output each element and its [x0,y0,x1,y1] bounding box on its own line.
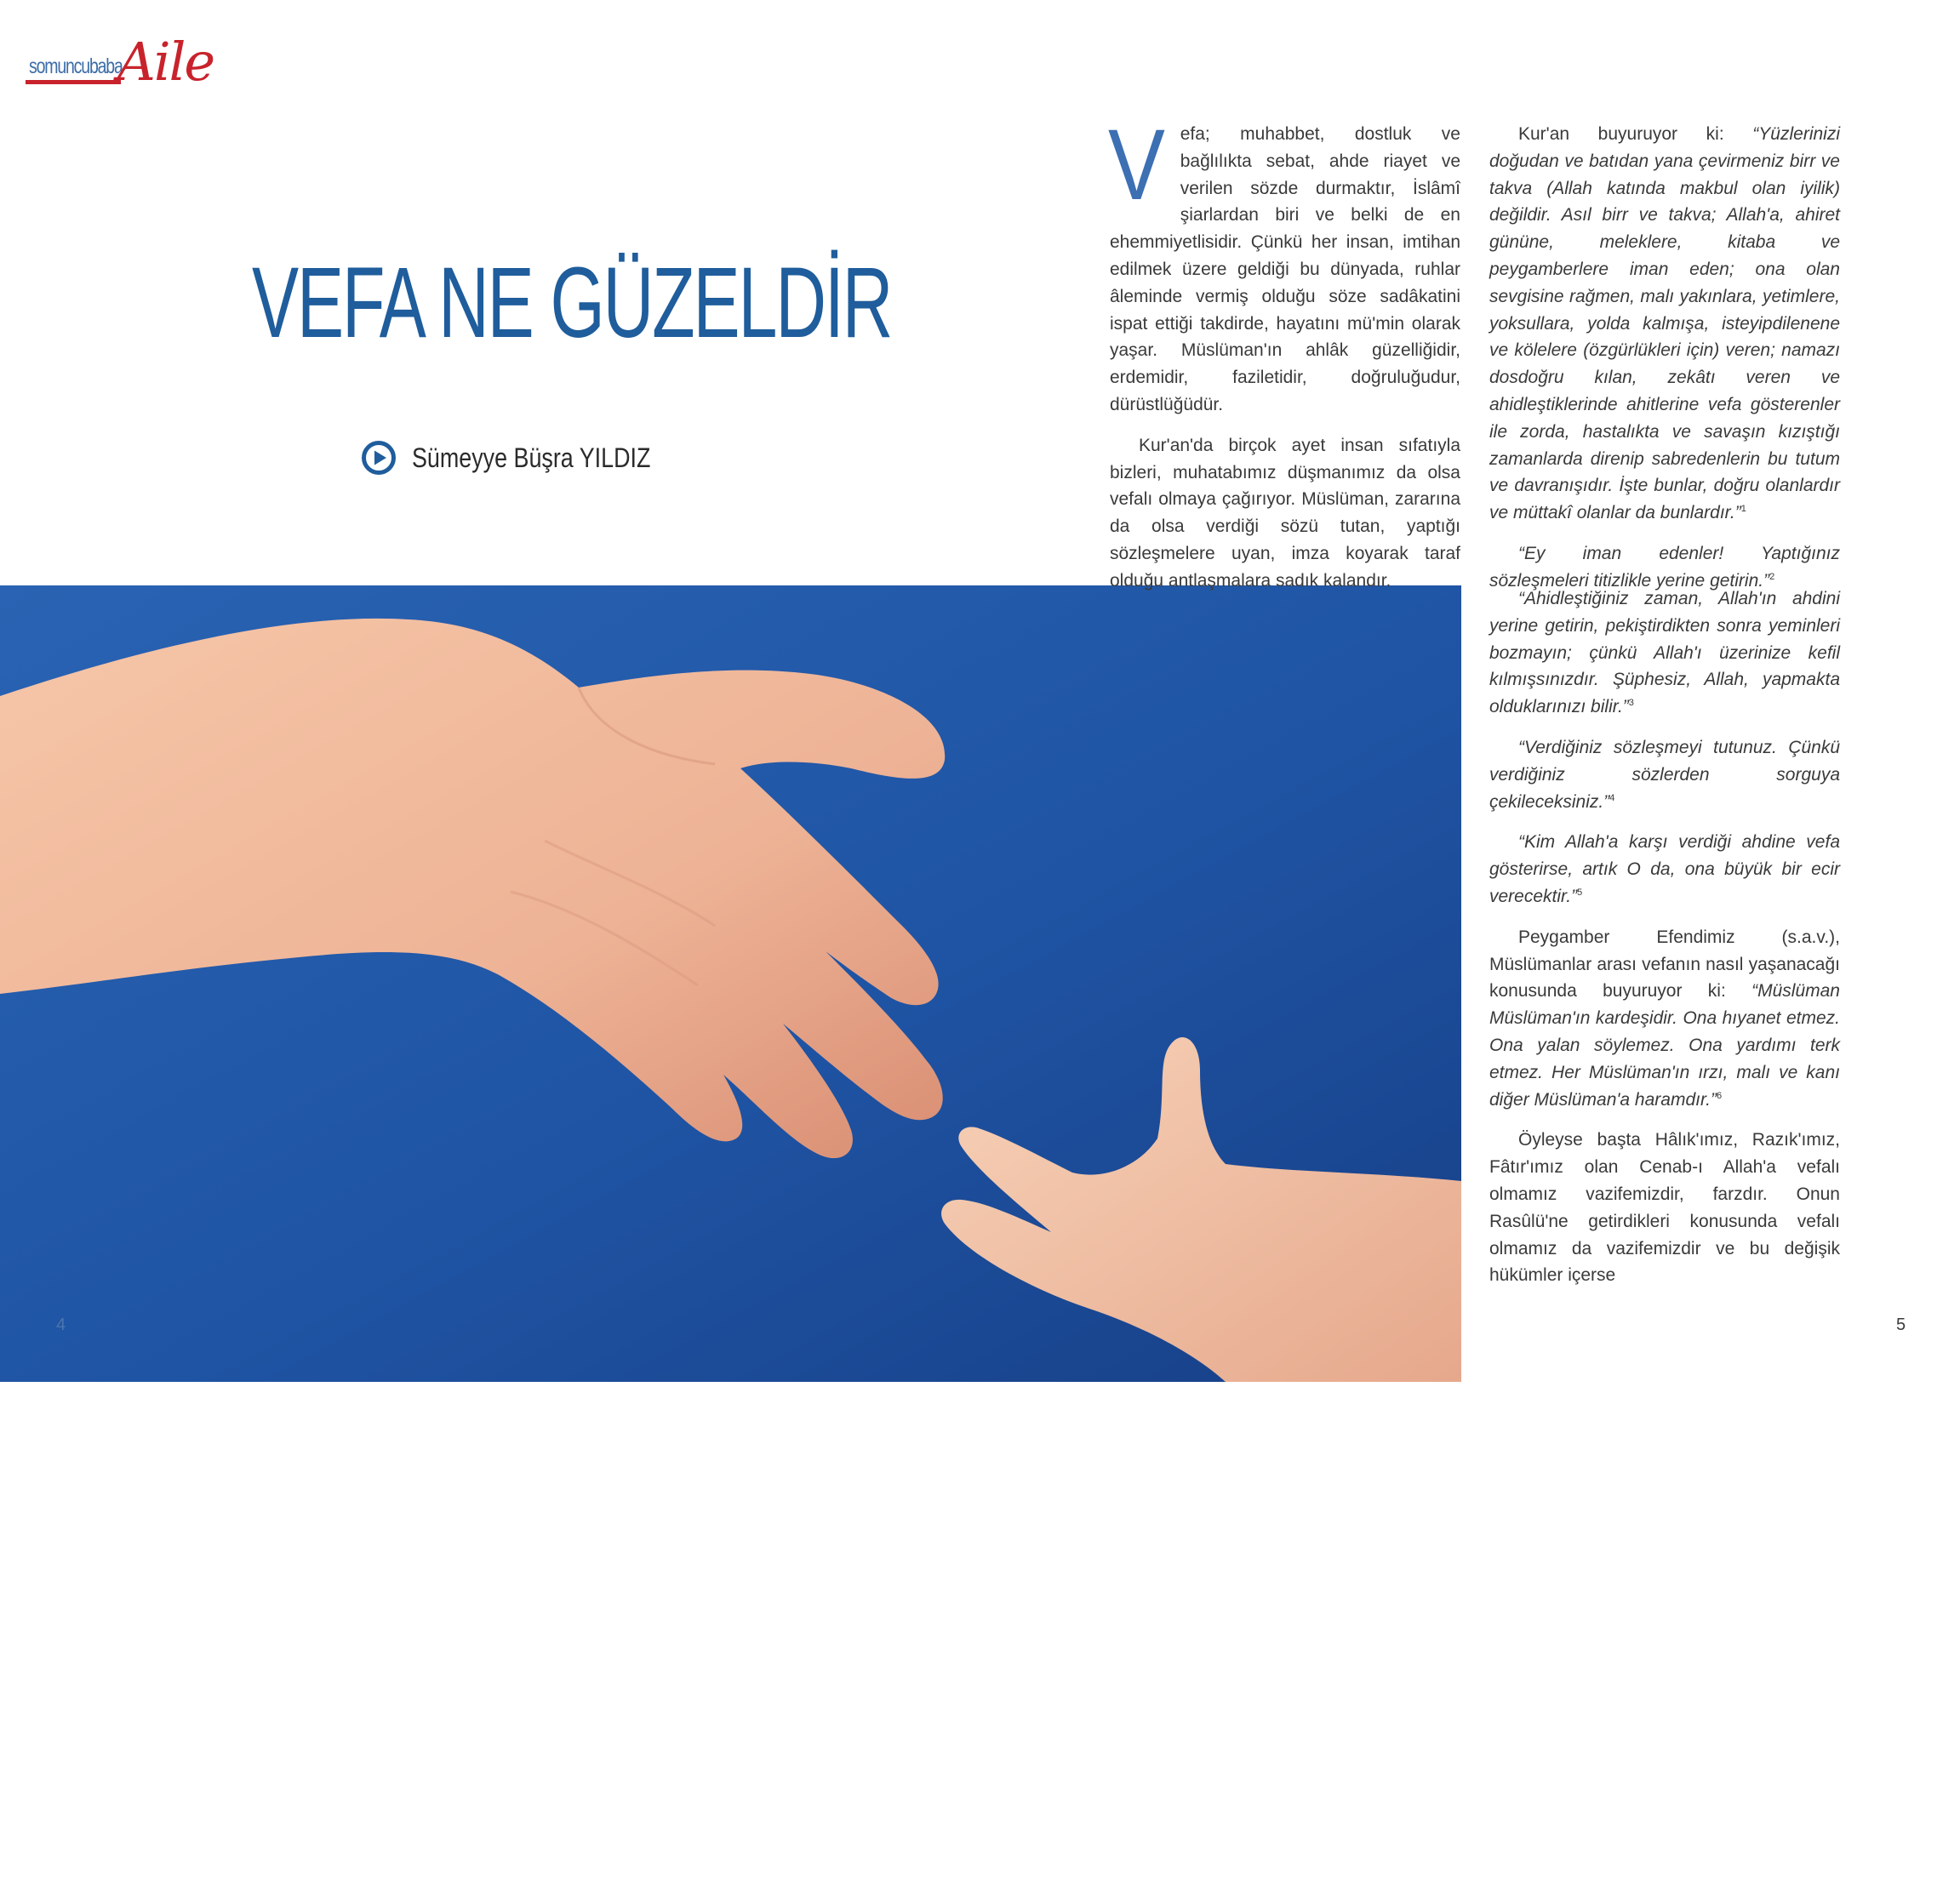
paragraph: “Ey iman edenler! Yaptığınız sözleşmeleri titizlikle yerine getirin.”$^2$ [1489,543,1840,591]
magazine-logo [26,29,221,97]
logo-rule [26,80,121,84]
paragraph: “Verdiğiniz sözleşmeyi tutunuz. Çünkü verdiğiniz sözlerden sorguya çekileceksiniz.”$^4$ [1489,737,1840,812]
article-title: VEFA NE GÜZELDİR [252,247,892,359]
paragraph: “Kim Allah'a karşı verdiği ahdine vefa gösterirse, artık O da, ona büyük bir ecir verecektir.”$^5$ [1489,832,1840,906]
pull-quote: “Tehlike anında, elimizde bir imkân varsa, Müslüman kardeşimizi tehlikeyle baş başa bırakıp gidilmez. Ona yardım etmemiz gerekir. Vefa budur. Akrabalarımızı arayıp sormak, gerekirse yardımcı olmak, dertleriyle ilgilenmek onlara olan vefamızın gereğidir. Kur'an buna sıla-i rahim diyor ve önemli bir görev olarak üzerimize yüklüyor.” [126,1517,454,1886]
page-number-left: 4 [56,1315,66,1334]
paragraph: Kur'an buyuruyor ki: “Yüzlerinizi doğudan ve batıdan yana çevirmeniz birr ve takva (Allah katında makbul olan iyilik) değildir. Asıl birr ve takva; Allah'a, ahiret gününe, meleklere, kitaba ve peygamberlere iman eden; ona olan sevgisine rağmen, malı yakınlara, yetimlere, yoksullara, yolda kalmışa, isteyipdilenene ve kölelere (özgürlükleri için) veren; namazı dosdoğru kılan, zekâtı veren ve ahidleştiklerinde ahitlerine vefa gösterenler ile zorda, hastalıkta ve savaşın kızıştığı zamanlarda direnip sabredenlerin bu tutum ve davranışıdır. İşte bunlar, doğru olanlardır ve müttakî olanlar da bunlardır.”$^1$ [1489,124,1840,523]
paragraph: Peygamber Efendimiz (s.a.v.), Müslümanlar arası vefanın nasıl yaşanacağı konusunda buyuruyor ki: “Müslüman Müslüman'ın kardeşidir. Ona hıyanet etmez. Ona yalan söylemez. Ona yardımı terk etmez. Her Müslüman'ın ırzı, malı ve kanı diğer Müslüman'a haramdır.”$^6$ [1489,927,1840,1110]
logo-wordmark: somuncubaba [29,54,123,78]
drop-cap: V [1108,109,1165,221]
hands-photo [0,585,1461,1886]
page-number-right: 5 [1896,1315,1906,1334]
paragraph: Öyleyse başta Hâlık'ımız, Razık'ımız, Fâtır'ımız olan Cenab-ı Allah'a vefalı olmamız vazifemizdir, farzdır. Onun Rasûlü'ne getirdikleri konusunda vefalı olmamız da vazifemizdir ve bu değişik hükümler içerse [1489,1130,1840,1286]
paragraph: Kur'an'da birçok ayet insan sıfatıyla bizleri, muhatabımız düşmanımız da olsa vefalı olmaya çağırıyor. Müslüman, zararına da olsa verdiği sözü tutan, yaptığı sözleşmelere uyan, imza koyarak taraf olduğu antlaşmalara sadık kalandır. [1110,435,1460,591]
text-column-2-bottom [1489,585,1840,1303]
text-column-2-top [1489,121,1840,608]
text-column-1 [1108,109,1460,608]
author-name: Sümeyye Büşra YILDIZ [412,442,651,473]
paragraph: Vefa; muhabbet, dostluk ve bağlılıkta sebat, ahde riayet ve verilen sözde durmaktır, İslâmî şiarlardan biri ve belki de en ehemmiyetlisidir. Çünkü her insan, imtihan edilmek üzere geldiği bu dünyada, ruhlar âleminde vermiş olduğu söze sadâkatini ispat ettiği takdirde, hayatını mü'min olarak yaşar. Müslüman'ın ahlâk güzelliğidir, erdemidir, faziletidir, doğruluğudur, dürüstlüğüdür. [1108,109,1460,414]
author-byline [361,439,696,477]
paragraph: “Ahidleştiğiniz zaman, Allah'ın ahdini yerine getirin, pekiştirdikten sonra yeminleri bozmayın; çünkü Allah'ı üzerinize kefil kılmışsınızdır. Şüphesiz, Allah, yapmakta olduklarınızı bilir.”$^3$ [1489,589,1840,717]
logo-aile: Aile [117,31,214,93]
play-circle-icon [361,440,397,476]
